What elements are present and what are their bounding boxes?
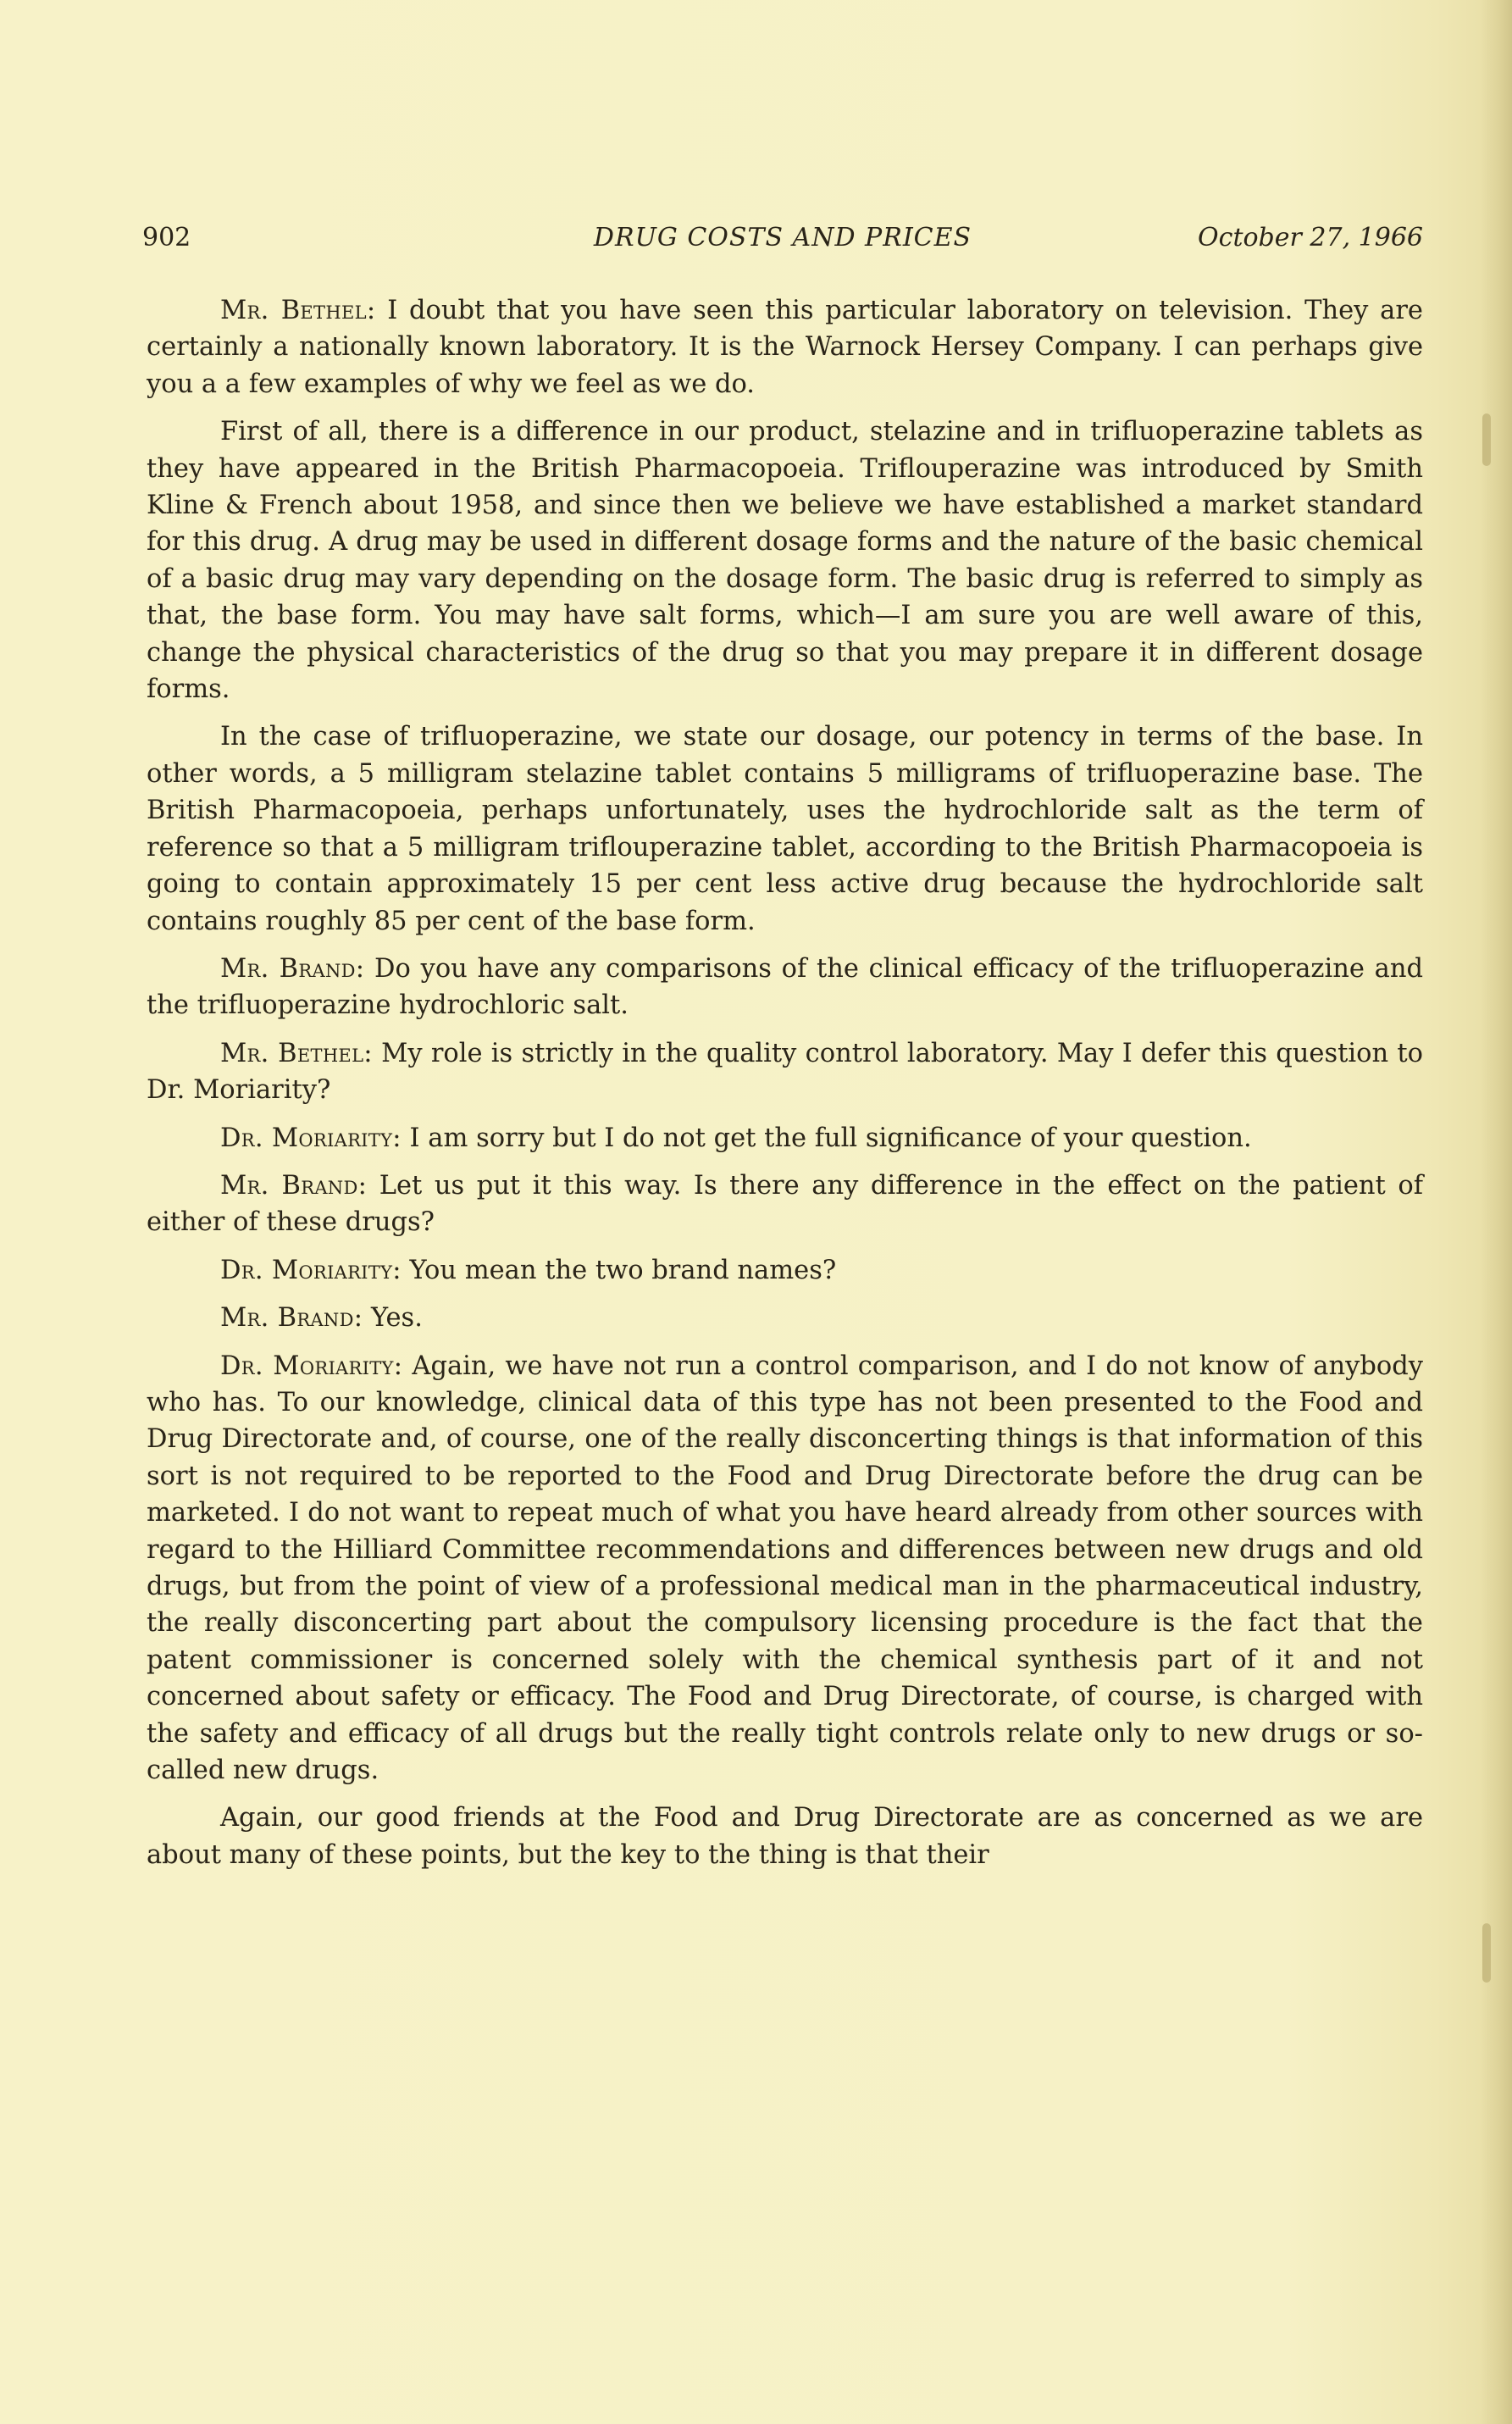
speaker-name: Dr. Moriarity: xyxy=(220,1123,402,1153)
paragraph xyxy=(147,1168,1423,1241)
running-header xyxy=(142,223,1423,257)
paragraph xyxy=(147,951,1423,1024)
running-title: DRUG COSTS AND PRICES xyxy=(593,223,972,252)
paragraph xyxy=(147,1348,1423,1789)
binding-mark xyxy=(1482,1923,1491,1983)
speaker-name: Dr. Moriarity: xyxy=(220,1351,403,1381)
page-number: 902 xyxy=(142,223,191,252)
paragraph xyxy=(147,1252,1423,1289)
paragraph-text: Yes. xyxy=(363,1303,423,1334)
paragraph xyxy=(147,413,1423,707)
paragraph xyxy=(147,292,1423,402)
speaker-name: Mr. Bethel: xyxy=(220,296,376,325)
speaker-name: Mr. Brand: xyxy=(220,953,365,984)
paragraph xyxy=(147,718,1423,939)
speaker-name: Mr. Brand: xyxy=(220,1170,368,1201)
transcript-body xyxy=(147,292,1423,1884)
paragraph-text: First of all, there is a difference in our product, stelazine and in trifluoperazine tablets as they have appeared in the British Pharmacopoeia. Triflouperazine was introduced by Smith Kline & French about 1958, and since then we believe we have established a market standard for this drug. A drug may be used in different dosage forms and the nature of the basic chemical of a basic drug may vary depending on the dosage form. The basic drug is referred to simply as that, the base form. You may have salt forms, which—I am sure you are well aware of this, change the physical characteristics of the drug so that you may prepare it in different dosage forms. xyxy=(147,417,1423,705)
speaker-name: Mr. Bethel: xyxy=(220,1038,373,1068)
paragraph-text: Do you have any comparisons of the clinical efficacy of the trifluoperazine and the trifluoperazine hydrochloric salt. xyxy=(147,953,1423,1021)
paragraph xyxy=(147,1120,1423,1157)
paragraph-text: Again, our good friends at the Food and Drug Directorate are as concerned as we are about many of these points, but the key to the thing is that their xyxy=(147,1803,1423,1870)
paragraph-text: In the case of trifluoperazine, we state our dosage, our potency in terms of the base. In other words, a 5 milligram stelazine tablet contains 5 milligrams of trifluoperazine base. The British Pharmacopoeia, perhaps unfortunately, uses the hydrochloride salt as the term of reference so that a 5 milligram triflouperazine tablet, according to the British Pharmacopoeia is going to contain approximately 15 per cent less active drug because the hydrochloride salt contains roughly 85 per cent of the base form. xyxy=(147,722,1423,936)
paragraph-text: Let us put it this way. Is there any difference in the effect on the patient of either of these drugs? xyxy=(147,1170,1423,1238)
paragraph-text: Again, we have not run a control comparison, and I do not know of anybody who has. To our knowledge, clinical data of this type has not been presented to the Food and Drug Directorate and, of course, one of the really disconcerting things is that information of this sort is not required to be reported to the Food and Drug Directorate before the drug can be marketed. I do not want to repeat much of what you have heard already from other sources with regard to the Hilliard Committee recommendations and differences between new drugs and old drugs, but from the point of view of a professional medical man in the pharmaceutical industry, the really disconcerting part about the compulsory licensing procedure is the fact that the patent commissioner is concerned solely with the chemical synthesis part of it and not concerned about safety or efficacy. The Food and Drug Directorate, of course, is charged with the safety and efficacy of all drugs but the really tight controls relate only to new drugs or so-called new drugs. xyxy=(147,1351,1423,1786)
paragraph-text: You mean the two brand names? xyxy=(401,1255,837,1285)
paragraph xyxy=(147,1300,1423,1336)
binding-mark xyxy=(1482,413,1491,466)
paragraph xyxy=(147,1035,1423,1109)
paragraph-text: My role is strictly in the quality control laboratory. May I defer this question to Dr. Moriarity? xyxy=(147,1038,1423,1106)
page-edge-shadow xyxy=(1480,0,1512,2424)
paragraph-text: I am sorry but I do not get the full significance of your question. xyxy=(401,1123,1252,1153)
paragraph-text: I doubt that you have seen this particular laboratory on television. They are certainly a nationally known laboratory. It is the Warnock Hersey Company. I can perhaps give you a a few examples of why we feel as we do. xyxy=(147,296,1423,399)
header-date: October 27, 1966 xyxy=(1198,223,1423,252)
speaker-name: Dr. Moriarity: xyxy=(220,1255,402,1285)
paragraph xyxy=(147,1800,1423,1873)
speaker-name: Mr. Brand: xyxy=(220,1303,363,1334)
